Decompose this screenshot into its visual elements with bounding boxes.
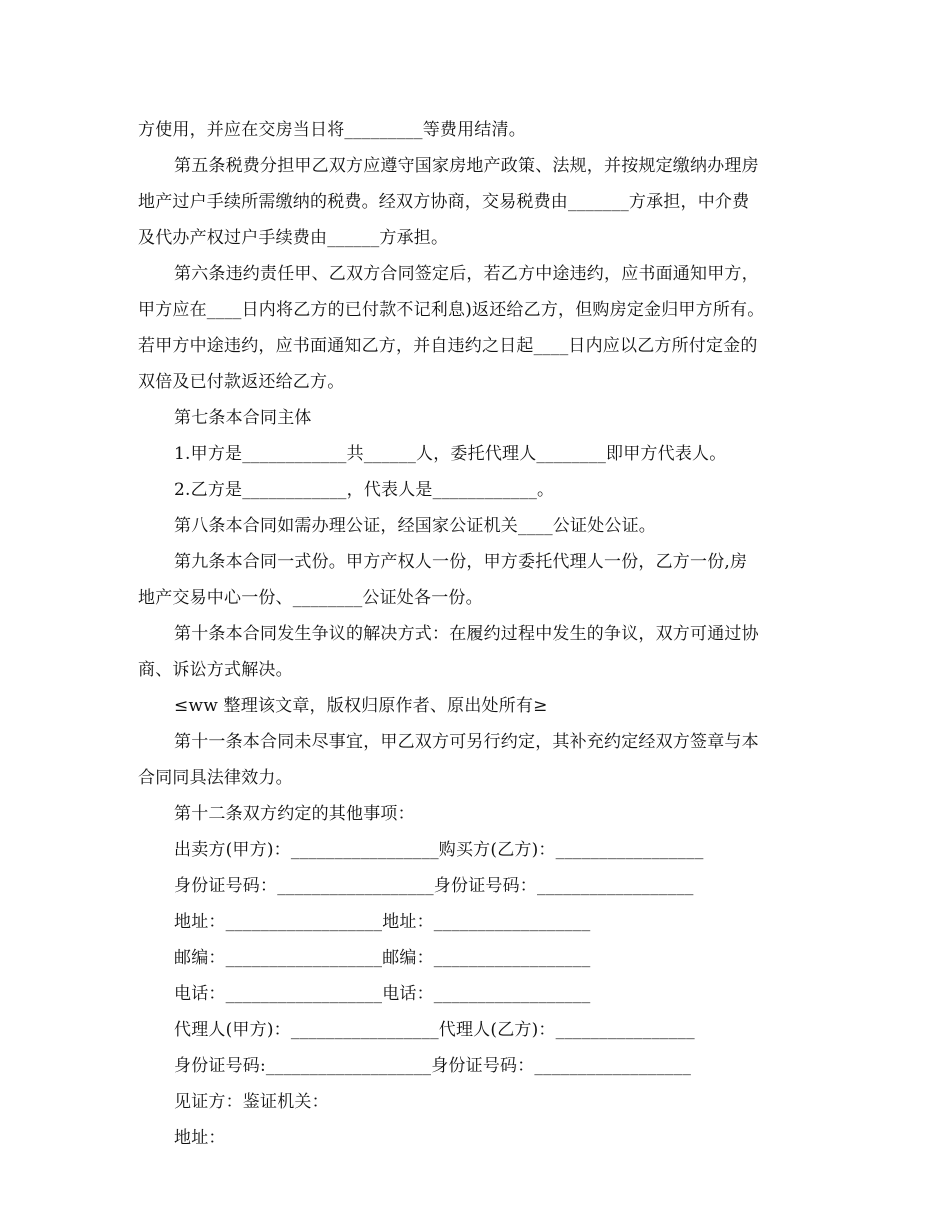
text-line: 甲方应在____日内将乙方的已付款不记利息)返还给乙方，但购房定金归甲方所有。 (138, 300, 765, 320)
text-line: 地产交易中心一份、________公证处各一份。 (138, 588, 483, 608)
seller-buyer-line: 出卖方(甲方)：_________________购买方(乙方)：_________________ (174, 840, 704, 860)
article-6-heading: 第六条违约责任甲、乙双方合同签定后，若乙方中途违约，应书面通知甲方， (174, 264, 759, 284)
text-line: 地产过户手续所需缴纳的税费。经双方协商，交易税费由_______方承担，中介费 (138, 192, 750, 212)
article-9-heading: 第九条本合同一式份。甲方产权人一份，甲方委托代理人一份，乙方一份,房 (174, 552, 748, 572)
text-line: 合同同具法律效力。 (138, 768, 293, 788)
address-line: 地址：__________________地址：__________________ (174, 912, 591, 932)
witness-line: 见证方：鉴证机关： (174, 1092, 329, 1112)
party-b-line: 2.乙方是____________，代表人是____________。 (174, 480, 555, 500)
article-7-heading: 第七条本合同主体 (174, 408, 312, 428)
copyright-note: ≤ww 整理该文章，版权归原作者、原出处所有≥ (174, 696, 548, 716)
article-5-heading: 第五条税费分担甲乙双方应遵守国家房地产政策、法规，并按规定缴纳办理房 (174, 156, 759, 176)
agent-line: 代理人(甲方)：_________________代理人(乙方)：________________ (174, 1020, 695, 1040)
postcode-line: 邮编：__________________邮编：__________________ (174, 948, 591, 968)
id-number-line: 身份证号码：__________________身份证号码：__________________ (174, 876, 694, 896)
text-line: 若甲方中途违约，应书面通知乙方，并自违约之日起____日内应以乙方所付定金的 (138, 336, 758, 356)
article-12-heading: 第十二条双方约定的其他事项： (174, 804, 415, 824)
text-line: 方使用，并应在交房当日将_________等费用结清。 (138, 120, 526, 140)
text-line: 商、诉讼方式解决。 (138, 660, 293, 680)
text-line: 及代办产权过户手续费由______方承担。 (138, 228, 449, 248)
article-10-heading: 第十条本合同发生争议的解决方式：在履约过程中发生的争议，双方可通过协 (174, 624, 759, 644)
phone-line: 电话：__________________电话：__________________ (174, 984, 591, 1004)
text-line: 双倍及已付款返还给乙方。 (138, 372, 345, 392)
article-11-heading: 第十一条本合同未尽事宜，甲乙双方可另行约定，其补充约定经双方签章与本 (174, 732, 759, 752)
witness-address-line: 地址： (174, 1128, 226, 1148)
agent-id-line: 身份证号码:___________________身份证号码：__________________ (174, 1056, 692, 1076)
party-a-line: 1.甲方是____________共______人，委托代理人________即甲方代表人。 (174, 444, 727, 464)
article-8-heading: 第八条本合同如需办理公证，经国家公证机关____公证处公证。 (174, 516, 656, 536)
